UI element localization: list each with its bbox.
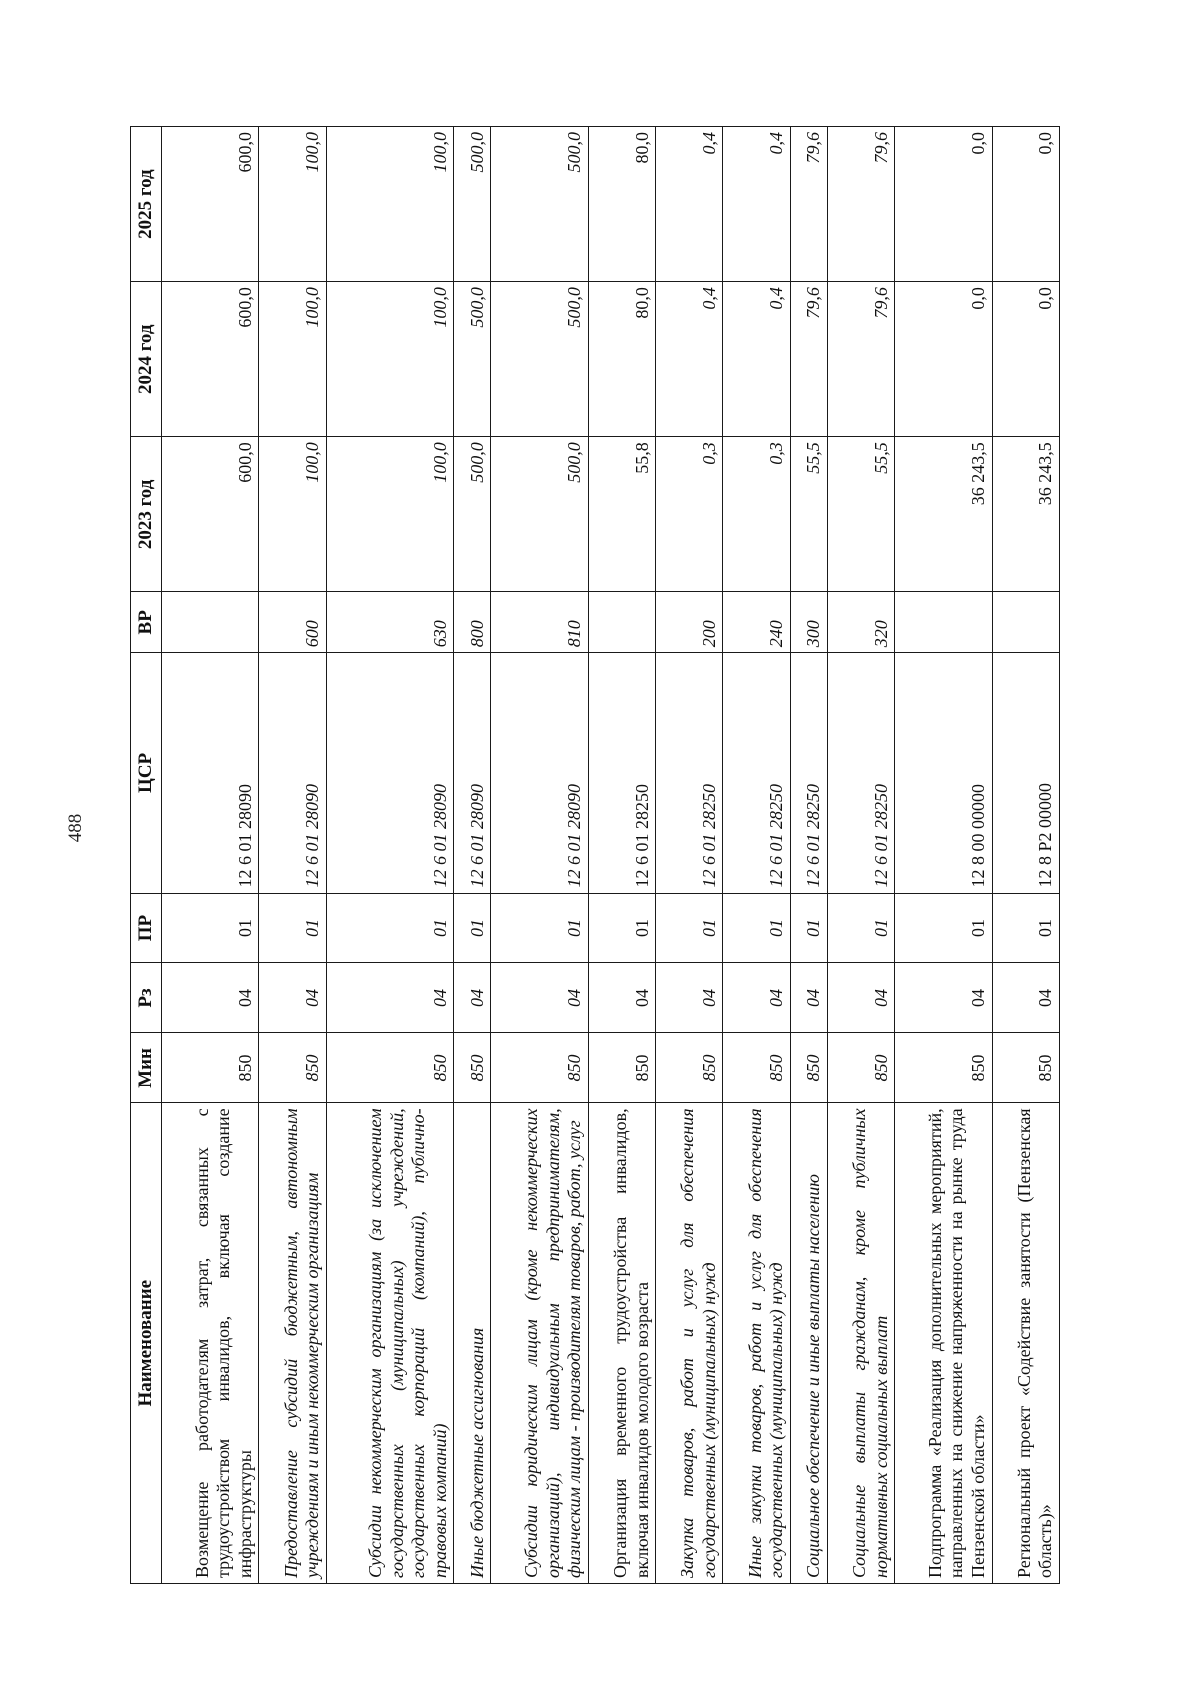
cell-pr: 01 [326,893,454,963]
cell-min: 850 [895,1033,992,1103]
cell-min: 850 [790,1033,827,1103]
cell-rz: 04 [723,963,790,1033]
cell-min: 850 [723,1033,790,1103]
cell-rz: 04 [491,963,588,1033]
cell-csr: 12 6 01 28250 [588,653,655,893]
cell-vr [588,592,655,653]
cell-name: Возмещение работодателям затрат, связанных с трудоустройством инвалидов, включая создание инфраструктуры [162,1103,259,1584]
budget-table [130,126,1060,1584]
cell-y2024: 0,0 [992,282,1059,437]
cell-vr: 600 [259,592,326,653]
cell-y2024: 100,0 [259,282,326,437]
cell-y2024: 500,0 [491,282,588,437]
cell-y2024: 80,0 [588,282,655,437]
table-row [454,127,491,1584]
cell-min: 850 [656,1033,723,1103]
cell-name: Организация временного трудоустройства инвалидов, включая инвалидов молодого возраста [588,1103,655,1584]
header-2024: 2024 год [131,282,162,437]
cell-rz: 04 [588,963,655,1033]
cell-rz: 04 [162,963,259,1033]
cell-y2025: 0,0 [895,127,992,282]
cell-min: 850 [454,1033,491,1103]
cell-vr: 810 [491,592,588,653]
cell-csr: 12 6 01 28090 [454,653,491,893]
cell-name: Социальное обеспечение и иные выплаты населению [790,1103,827,1584]
cell-csr: 12 6 01 28090 [491,653,588,893]
rotated-table-wrapper [130,126,1060,1584]
cell-y2025: 600,0 [162,127,259,282]
cell-min: 850 [491,1033,588,1103]
cell-y2024: 500,0 [454,282,491,437]
header-name: Наименование [131,1103,162,1584]
table-row [790,127,827,1584]
table-row [656,127,723,1584]
cell-pr: 01 [790,893,827,963]
cell-name: Социальные выплаты гражданам, кроме публичных нормативных социальных выплат [827,1103,894,1584]
cell-y2024: 600,0 [162,282,259,437]
cell-y2024: 79,6 [790,282,827,437]
cell-csr: 12 6 01 28090 [162,653,259,893]
header-min: Мин [131,1033,162,1103]
cell-y2025: 0,0 [992,127,1059,282]
cell-rz: 04 [326,963,454,1033]
table-row [326,127,454,1584]
cell-rz: 04 [827,963,894,1033]
cell-y2025: 500,0 [491,127,588,282]
cell-pr: 01 [454,893,491,963]
cell-y2023: 600,0 [162,437,259,592]
cell-min: 850 [992,1033,1059,1103]
header-pr: ПР [131,893,162,963]
cell-y2023: 36 243,5 [895,437,992,592]
table-header-row [131,127,162,1584]
cell-csr: 12 6 01 28090 [259,653,326,893]
cell-vr: 630 [326,592,454,653]
header-csr: ЦСР [131,653,162,893]
cell-min: 850 [588,1033,655,1103]
cell-y2024: 79,6 [827,282,894,437]
cell-min: 850 [827,1033,894,1103]
cell-y2023: 500,0 [491,437,588,592]
cell-y2023: 0,3 [656,437,723,592]
cell-y2024: 0,0 [895,282,992,437]
cell-rz: 04 [259,963,326,1033]
cell-y2024: 0,4 [656,282,723,437]
cell-y2025: 100,0 [259,127,326,282]
cell-min: 850 [259,1033,326,1103]
cell-vr: 300 [790,592,827,653]
cell-rz: 04 [992,963,1059,1033]
cell-y2023: 36 243,5 [992,437,1059,592]
cell-y2023: 55,5 [790,437,827,592]
cell-csr: 12 8 P2 00000 [992,653,1059,893]
cell-rz: 04 [656,963,723,1033]
cell-y2025: 500,0 [454,127,491,282]
cell-csr: 12 6 01 28250 [723,653,790,893]
cell-y2025: 100,0 [326,127,454,282]
header-rz: Рз [131,963,162,1033]
cell-y2023: 55,8 [588,437,655,592]
page-number: 488 [65,813,86,843]
cell-rz: 04 [895,963,992,1033]
cell-y2023: 100,0 [326,437,454,592]
table-row [491,127,588,1584]
header-vr: ВР [131,592,162,653]
cell-pr: 01 [259,893,326,963]
cell-pr: 01 [992,893,1059,963]
table-row [723,127,790,1584]
cell-vr [895,592,992,653]
table-row [588,127,655,1584]
cell-rz: 04 [790,963,827,1033]
cell-name: Субсидии некоммерческим организациям (за исключением государственных (муниципальных) учреждений, государственных корпораций (компаний), публично-правовых компаний) [326,1103,454,1584]
cell-vr: 240 [723,592,790,653]
cell-y2023: 55,5 [827,437,894,592]
cell-name: Иные закупки товаров, работ и услуг для обеспечения государственных (муниципальных) нужд [723,1103,790,1584]
table-row [827,127,894,1584]
cell-y2025: 0,4 [723,127,790,282]
cell-pr: 01 [895,893,992,963]
cell-vr [162,592,259,653]
cell-min: 850 [326,1033,454,1103]
header-2025: 2025 год [131,127,162,282]
cell-min: 850 [162,1033,259,1103]
cell-name: Предоставление субсидий бюджетным, автономным учреждениям и иным некоммерческим организациям [259,1103,326,1584]
cell-name: Иные бюджетные ассигнования [454,1103,491,1584]
cell-y2023: 500,0 [454,437,491,592]
cell-name: Подпрограмма «Реализация дополнительных мероприятий, направленных на снижение напряженности на рынке труда Пензенской области» [895,1103,992,1584]
cell-csr: 12 8 00 00000 [895,653,992,893]
table-body [162,127,1060,1584]
cell-vr: 320 [827,592,894,653]
cell-pr: 01 [656,893,723,963]
cell-csr: 12 6 01 28250 [827,653,894,893]
cell-y2025: 79,6 [790,127,827,282]
cell-name: Субсидии юридическим лицам (кроме некоммерческих организаций), индивидуальным предпринимателям, физическим лицам - производителям товаров, работ, услуг [491,1103,588,1584]
cell-vr [992,592,1059,653]
cell-vr: 200 [656,592,723,653]
cell-pr: 01 [827,893,894,963]
cell-csr: 12 6 01 28250 [656,653,723,893]
cell-csr: 12 6 01 28250 [790,653,827,893]
table-row [259,127,326,1584]
cell-y2024: 100,0 [326,282,454,437]
cell-name: Закупка товаров, работ и услуг для обеспечения государственных (муниципальных) нужд [656,1103,723,1584]
table-row [895,127,992,1584]
cell-y2023: 100,0 [259,437,326,592]
cell-pr: 01 [162,893,259,963]
cell-csr: 12 6 01 28090 [326,653,454,893]
cell-pr: 01 [491,893,588,963]
cell-pr: 01 [588,893,655,963]
cell-y2023: 0,3 [723,437,790,592]
table-row [992,127,1059,1584]
cell-y2024: 0,4 [723,282,790,437]
cell-vr: 800 [454,592,491,653]
cell-y2025: 0,4 [656,127,723,282]
header-2023: 2023 год [131,437,162,592]
table-row [162,127,259,1584]
cell-name: Региональный проект «Содействие занятости (Пензенская область)» [992,1103,1059,1584]
cell-rz: 04 [454,963,491,1033]
cell-pr: 01 [723,893,790,963]
cell-y2025: 80,0 [588,127,655,282]
cell-y2025: 79,6 [827,127,894,282]
